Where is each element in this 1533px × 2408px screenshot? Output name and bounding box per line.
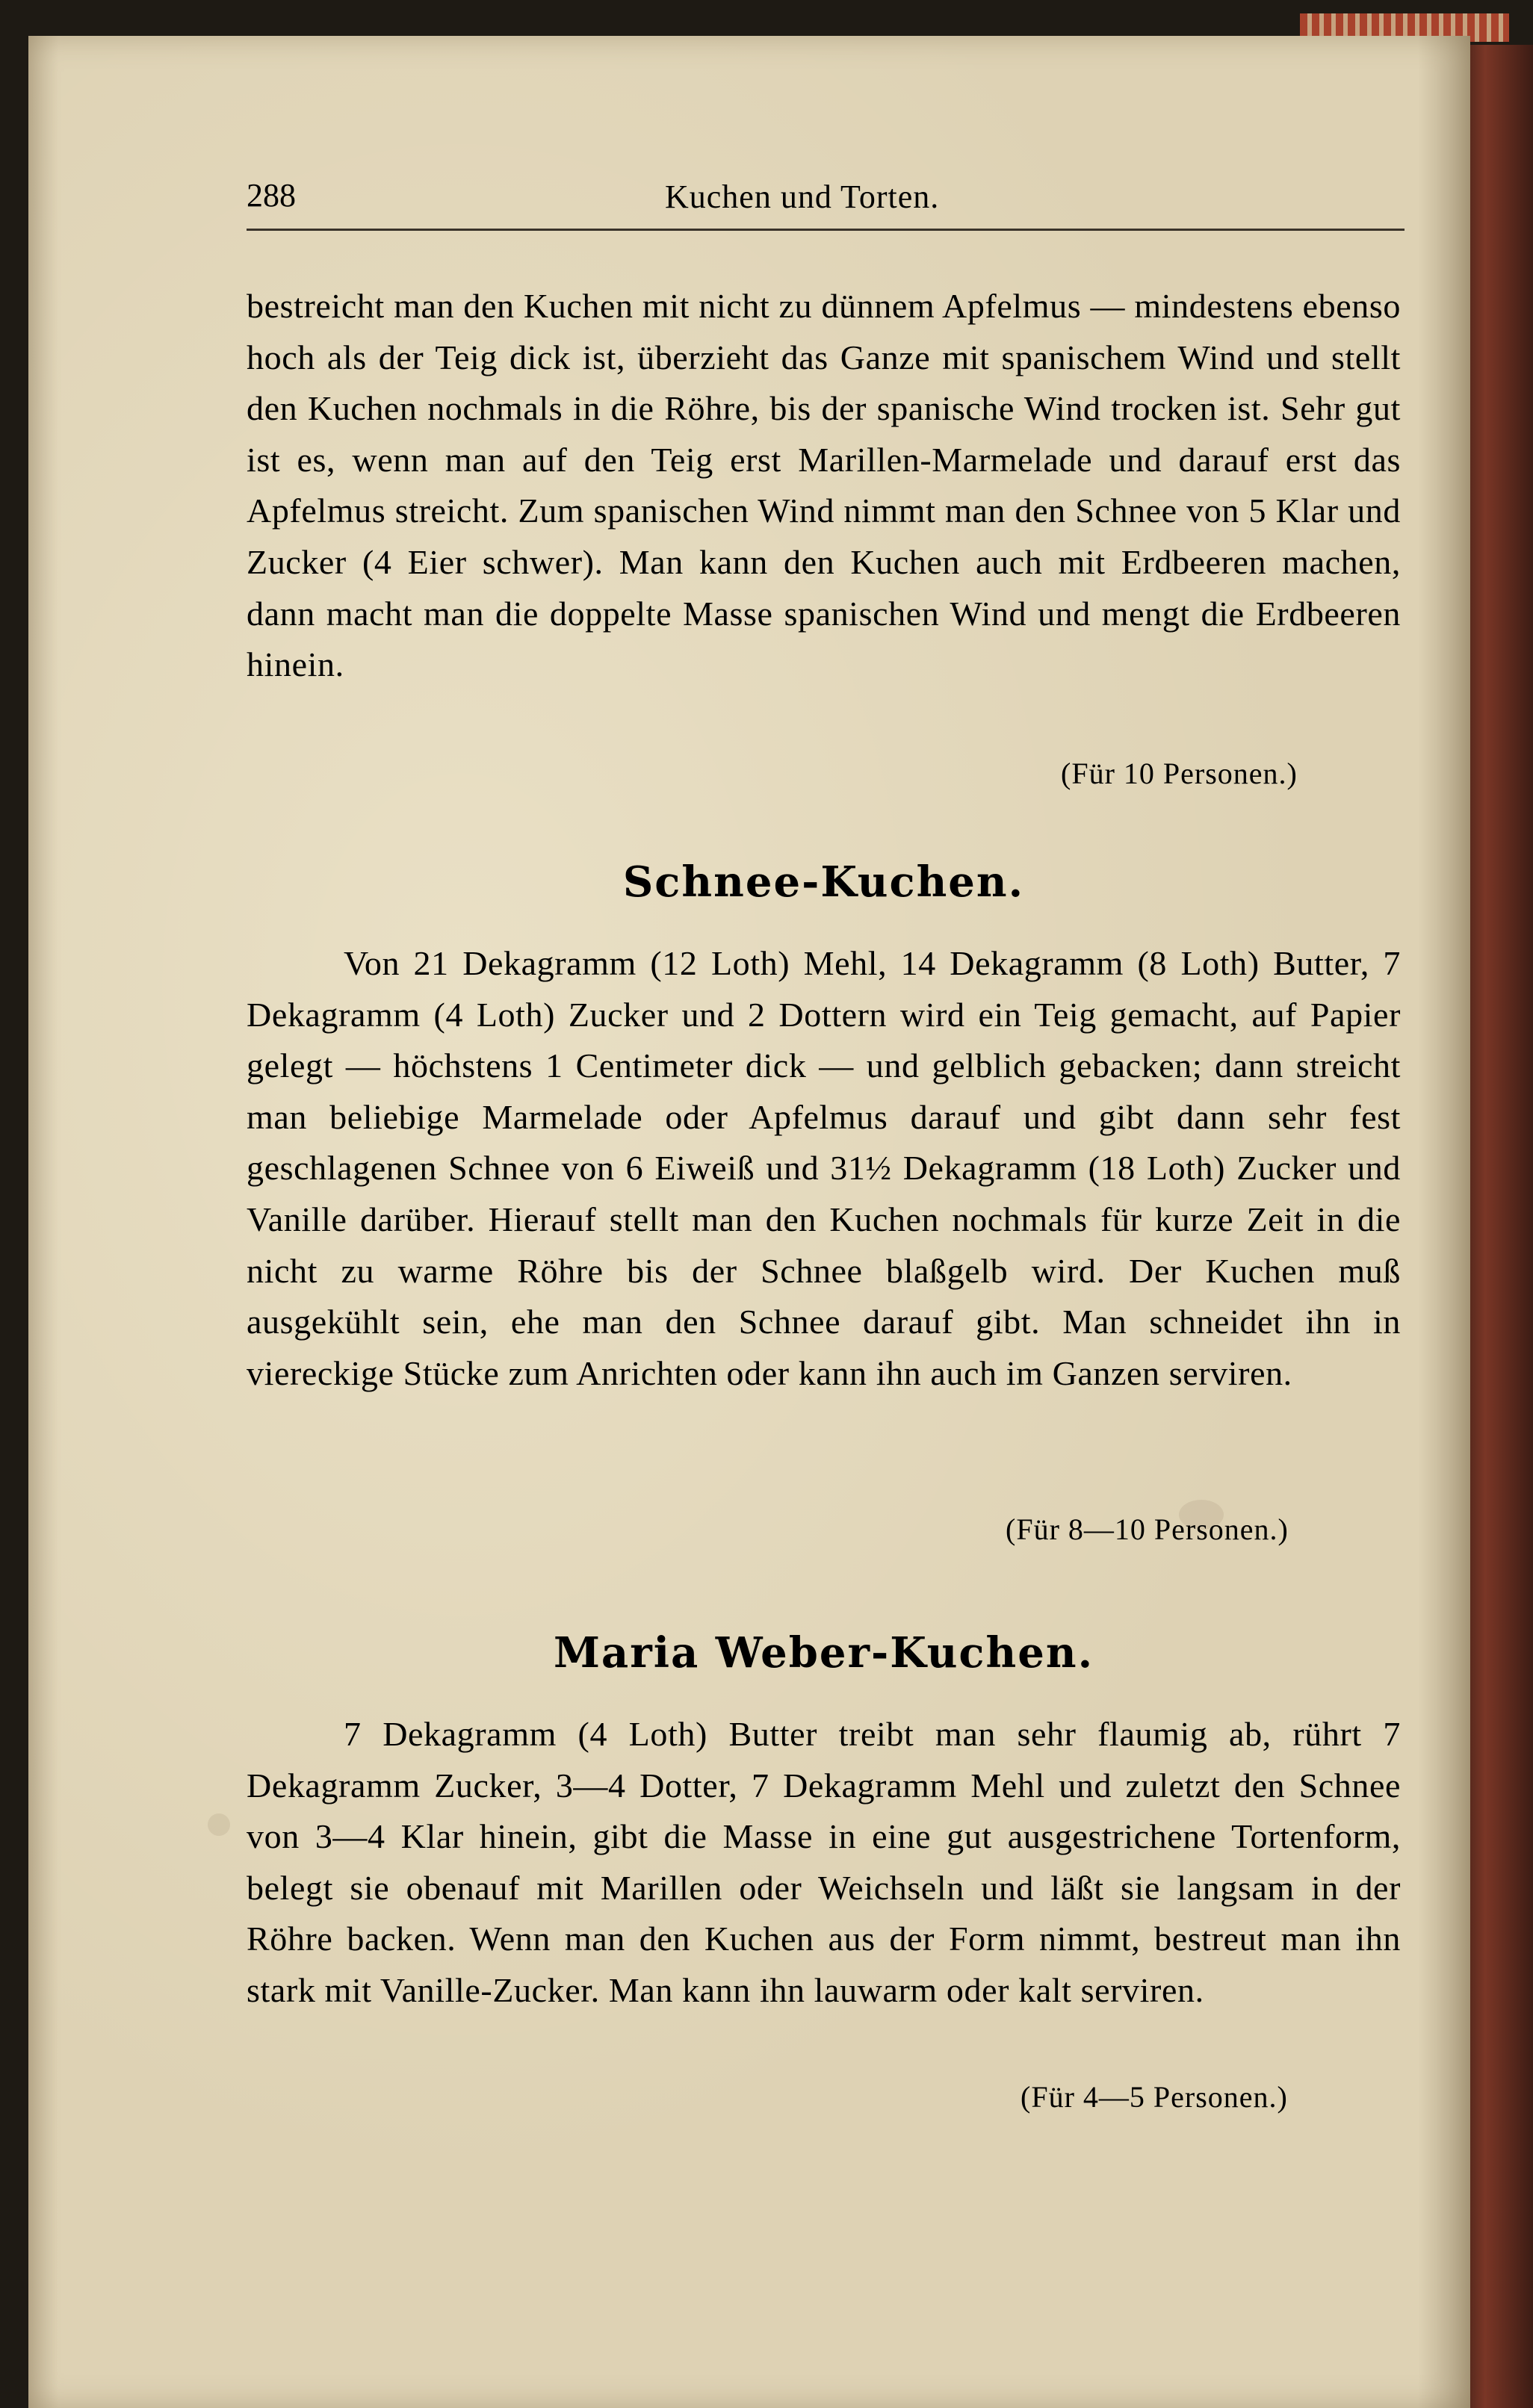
running-head: Kuchen und Torten.: [665, 179, 940, 215]
book-cover-edge: [1470, 45, 1533, 2408]
recipe-title-schnee-kuchen: Schnee-Kuchen.: [622, 857, 1025, 907]
recipe-serving-maria-weber-kuchen: (Für 4—5 Personen.): [1021, 2080, 1288, 2114]
recipe-text-maria-weber-kuchen: 7 Dekagramm (4 Loth) Butter treibt man sehr flaumig ab, rührt 7 Dekagramm Zucker, 3—4 Dotter, 7 Dekagramm Mehl und zuletzt den Schnee von 3—4 Klar hinein, gibt die Masse in eine gut ausgestrichene Tortenform, belegt sie obenauf mit Marillen oder Weichseln und läßt sie langsam in der Röhre backen. Wenn man den Kuchen aus der Form nimmt, bestreut man ihn stark mit Vanille-Zucker. Man kann ihn lauwarm oder kalt serviren.: [247, 1715, 1401, 2009]
page-number: 288: [247, 177, 296, 214]
page-header: [247, 176, 1412, 229]
recipe-title-maria-weber-kuchen: Maria Weber-Kuchen.: [553, 1628, 1094, 1678]
recipe-text-schnee-kuchen: Von 21 Dekagramm (12 Loth) Mehl, 14 Dekagramm (8 Loth) Butter, 7 Dekagramm (4 Loth) Zucker und 2 Dottern wird ein Teig gemacht, auf Papier gelegt — höchstens 1 Centimeter dick — und gelblich gebacken; dann streicht man beliebige Marmelade oder Apfelmus darauf und gibt dann sehr fest geschlagenen Schnee von 6 Eiweiß und 31½ Dekagramm (18 Loth) Zucker und Vanille darüber. Hierauf stellt man den Kuchen nochmals für kurze Zeit in die nicht zu warme Röhre bis der Schnee blaßgelb wird. Der Kuchen muß ausgekühlt sein, ehe man den Schnee darauf gibt. Man schneidet ihn in viereckige Stücke zum Anrichten oder kann ihn auch im Ganzen serviren.: [247, 944, 1401, 1392]
page-stain: [208, 1813, 230, 1836]
recipe-serving-schnee-kuchen: (Für 8—10 Personen.): [1006, 1512, 1289, 1546]
header-rule: [247, 229, 1405, 231]
intro-paragraph: bestreicht man den Kuchen mit nicht zu dünnem Apfelmus — mindestens ebenso hoch als der Teig dick ist, überzieht das Ganze mit spanischem Wind und stellt den Kuchen nochmals in die Röhre, bis der spanische Wind trocken ist. Sehr gut ist es, wenn man auf den Teig erst Marillen-Marmelade und darauf erst das Apfelmus streicht. Zum spanischen Wind nimmt man den Schnee von 5 Klar und Zucker (4 Eier schwer). Man kann den Kuchen auch mit Erdbeeren machen, dann macht man die doppelte Masse spanischen Wind und mengt die Erdbeeren hinein.: [247, 287, 1401, 684]
intro-serving: (Für 10 Personen.): [1061, 757, 1298, 790]
